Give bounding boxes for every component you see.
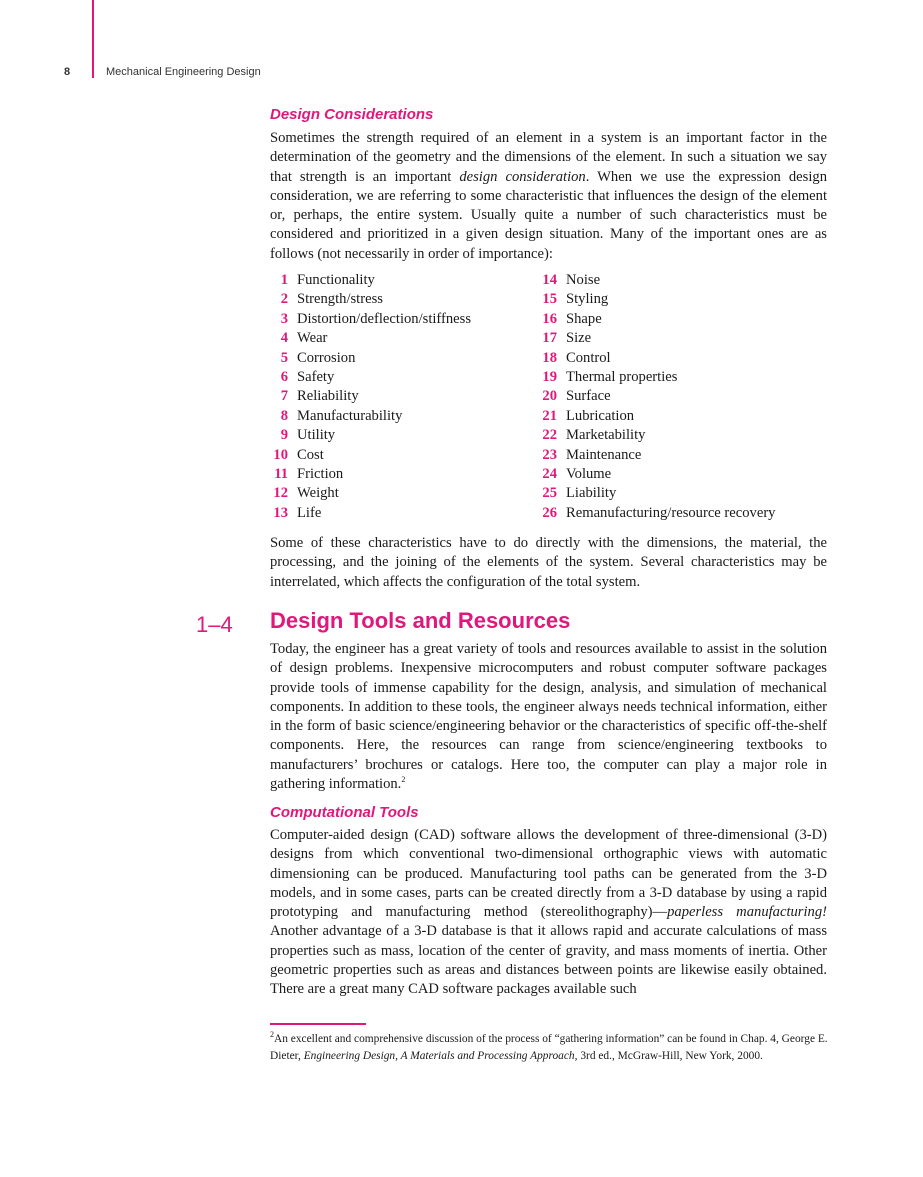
- page-number: 8: [64, 66, 71, 78]
- intro-paragraph: Sometimes the strength required of an element in a system is an important factor in the determination of the geometry and the dimensions of the element. In such a situation we say that strength is an important design consideration. When we use the expression design consideration, we are referring to some characteristic that influences the design of the element or, perhaps, the entire system. Usually quite a number of such characteristics must be considered and prioritized in a given design situation. Many of the important ones are as follows (not necessarily in order of importance):: [270, 130, 827, 262]
- list-item: [264, 388, 471, 407]
- list-item-label: Reliability: [297, 388, 359, 405]
- list-item-number: 15: [542, 291, 557, 308]
- list-item-label: Weight: [297, 485, 339, 502]
- list-item: [264, 350, 471, 369]
- list-item: [264, 447, 471, 466]
- list-item: [533, 330, 775, 349]
- running-header: [64, 66, 261, 78]
- list-item-label: Strength/stress: [297, 291, 383, 308]
- section-body: [270, 640, 827, 794]
- list-item-number: 16: [542, 310, 557, 327]
- list-item-number: 12: [273, 485, 288, 502]
- computational-tools: [270, 804, 827, 1000]
- list-item: [533, 505, 775, 524]
- footnote-ref: 2: [401, 775, 406, 785]
- list-item-label: Safety: [297, 368, 335, 385]
- list-item-number: 24: [542, 465, 557, 482]
- list-item-label: Functionality: [297, 272, 375, 288]
- list-item: [264, 272, 471, 291]
- list-item-number: 8: [280, 407, 288, 424]
- closing-paragraph: Some of these characteristics have to do directly with the dimensions, the material, the processing, and the joining of the elements of the system. Several characteristics may be interrelated, which affects the configuration of the total system.: [270, 535, 827, 590]
- list-item-label: Liability: [566, 485, 617, 502]
- list-item: [533, 427, 775, 446]
- list-item-label: Shape: [566, 310, 602, 327]
- section-number: 1–4: [196, 612, 233, 637]
- closing-block: [270, 534, 827, 592]
- list-item-label: Friction: [297, 465, 344, 482]
- list-item-label: Size: [566, 330, 592, 347]
- list-item-number: 9: [280, 427, 288, 444]
- margin-rule: [92, 0, 94, 78]
- list-item-number: 23: [542, 446, 557, 463]
- list-column-right: [533, 272, 775, 524]
- computational-paragraph: Computer-aided design (CAD) software allows the development of three-dimensional (3-D) designs from which conventional two-dimensional orthographic views with automatic dimensioning can be produced. Manufacturing tool paths can be generated from the 3-D models, and in some cases, parts can be created directly from a 3-D database by using a rapid prototyping and manufacturing method (stereolithography)—paperless manufacturing! Another advantage of a 3-D database is that it allows rapid and accurate calculations of mass properties such as mass, location of the center of gravity, and mass moments of inertia. Other geometric properties such as areas and distances between points are likewise easily obtained. There are a great many CAD software packages available such: [270, 827, 827, 998]
- list-item-label: Marketability: [566, 427, 646, 444]
- list-item-label: Cost: [297, 446, 324, 463]
- list-item-number: 13: [273, 504, 288, 521]
- list-item: [533, 447, 775, 466]
- subheading-design-considerations: Design Considerations: [270, 106, 434, 123]
- list-item: [264, 291, 471, 310]
- footnote-rule: [270, 1023, 366, 1025]
- list-item-number: 1: [280, 272, 288, 288]
- list-item: [533, 408, 775, 427]
- list-item: [264, 330, 471, 349]
- list-item-number: 6: [280, 368, 288, 385]
- list-item-label: Distortion/deflection/stiffness: [297, 310, 472, 327]
- list-item-number: 4: [280, 330, 288, 347]
- subheading-computational-tools: Computational Tools: [270, 804, 419, 821]
- list-item: [264, 505, 471, 524]
- list-item-label: Styling: [566, 291, 609, 308]
- list-item-number: 19: [542, 368, 557, 385]
- list-item-label: Surface: [566, 388, 611, 405]
- list-item: [533, 388, 775, 407]
- list-item-label: Control: [566, 349, 611, 366]
- list-item-label: Wear: [297, 330, 328, 347]
- list-column-left: [264, 272, 471, 524]
- list-item: [264, 427, 471, 446]
- list-item-number: 18: [542, 349, 557, 366]
- list-item: [264, 311, 471, 330]
- list-item-label: Utility: [297, 427, 336, 444]
- list-item: [264, 466, 471, 485]
- list-item: [533, 466, 775, 485]
- footnote: $^2$An excellent and comprehensive discussion of the process of “gathering information” can be found in Chap. 4, George E. Dieter, Engineering Design, A Materials and Processing Approach, 3rd ed., McGraw-Hill, New York, 2000.: [270, 1030, 828, 1062]
- list-item-label: Thermal properties: [566, 368, 678, 385]
- list-item: [533, 350, 775, 369]
- list-item-label: Volume: [566, 465, 612, 482]
- list-item-label: Noise: [566, 272, 601, 288]
- list-item-label: Corrosion: [297, 349, 356, 366]
- list-item-label: Lubrication: [566, 407, 635, 424]
- list-item: [533, 291, 775, 310]
- section-title: Design Tools and Resources: [270, 608, 571, 633]
- list-item: [533, 272, 775, 291]
- list-item-number: 14: [542, 272, 557, 288]
- list-item-number: 25: [542, 485, 557, 502]
- list-item-number: 10: [273, 446, 288, 463]
- list-item-label: Manufacturability: [297, 407, 403, 424]
- list-item-number: 11: [274, 465, 288, 482]
- list-item-number: 7: [280, 388, 288, 405]
- list-item-label: Life: [297, 504, 322, 521]
- list-item: [264, 369, 471, 388]
- list-item: [533, 369, 775, 388]
- list-item-number: 17: [542, 330, 557, 347]
- list-item-number: 26: [542, 504, 557, 521]
- list-item-number: 21: [542, 407, 557, 424]
- list-item: [264, 485, 471, 504]
- list-item-number: 20: [542, 388, 557, 405]
- list-item-number: 3: [280, 310, 288, 327]
- list-item-number: 5: [280, 349, 288, 366]
- section-paragraph: Today, the engineer has a great variety of tools and resources available to assist in the solution of design problems. Inexpensive microcomputers and robust computer software packages provide tools of immense capability for the design, analysis, and simulation of mechanical components. In addition to these tools, the engineer always needs technical information, either in the form of basic science/engineering behavior or the characteristics of specific off-the-shelf components. Here, the resources can range from science/engineering textbooks to manufacturers’ brochures or catalogs. Here too, the computer can play a major role in gathering information.$^2$: [270, 641, 827, 793]
- list-item-label: Remanufacturing/resource recovery: [566, 504, 776, 521]
- list-item-label: Maintenance: [566, 446, 642, 463]
- list-item: [533, 485, 775, 504]
- list-item: [264, 408, 471, 427]
- running-title: Mechanical Engineering Design: [106, 66, 261, 78]
- list-item-number: 2: [280, 291, 288, 308]
- design-considerations: [270, 106, 827, 264]
- list-item: [533, 311, 775, 330]
- list-item-number: 22: [542, 427, 557, 444]
